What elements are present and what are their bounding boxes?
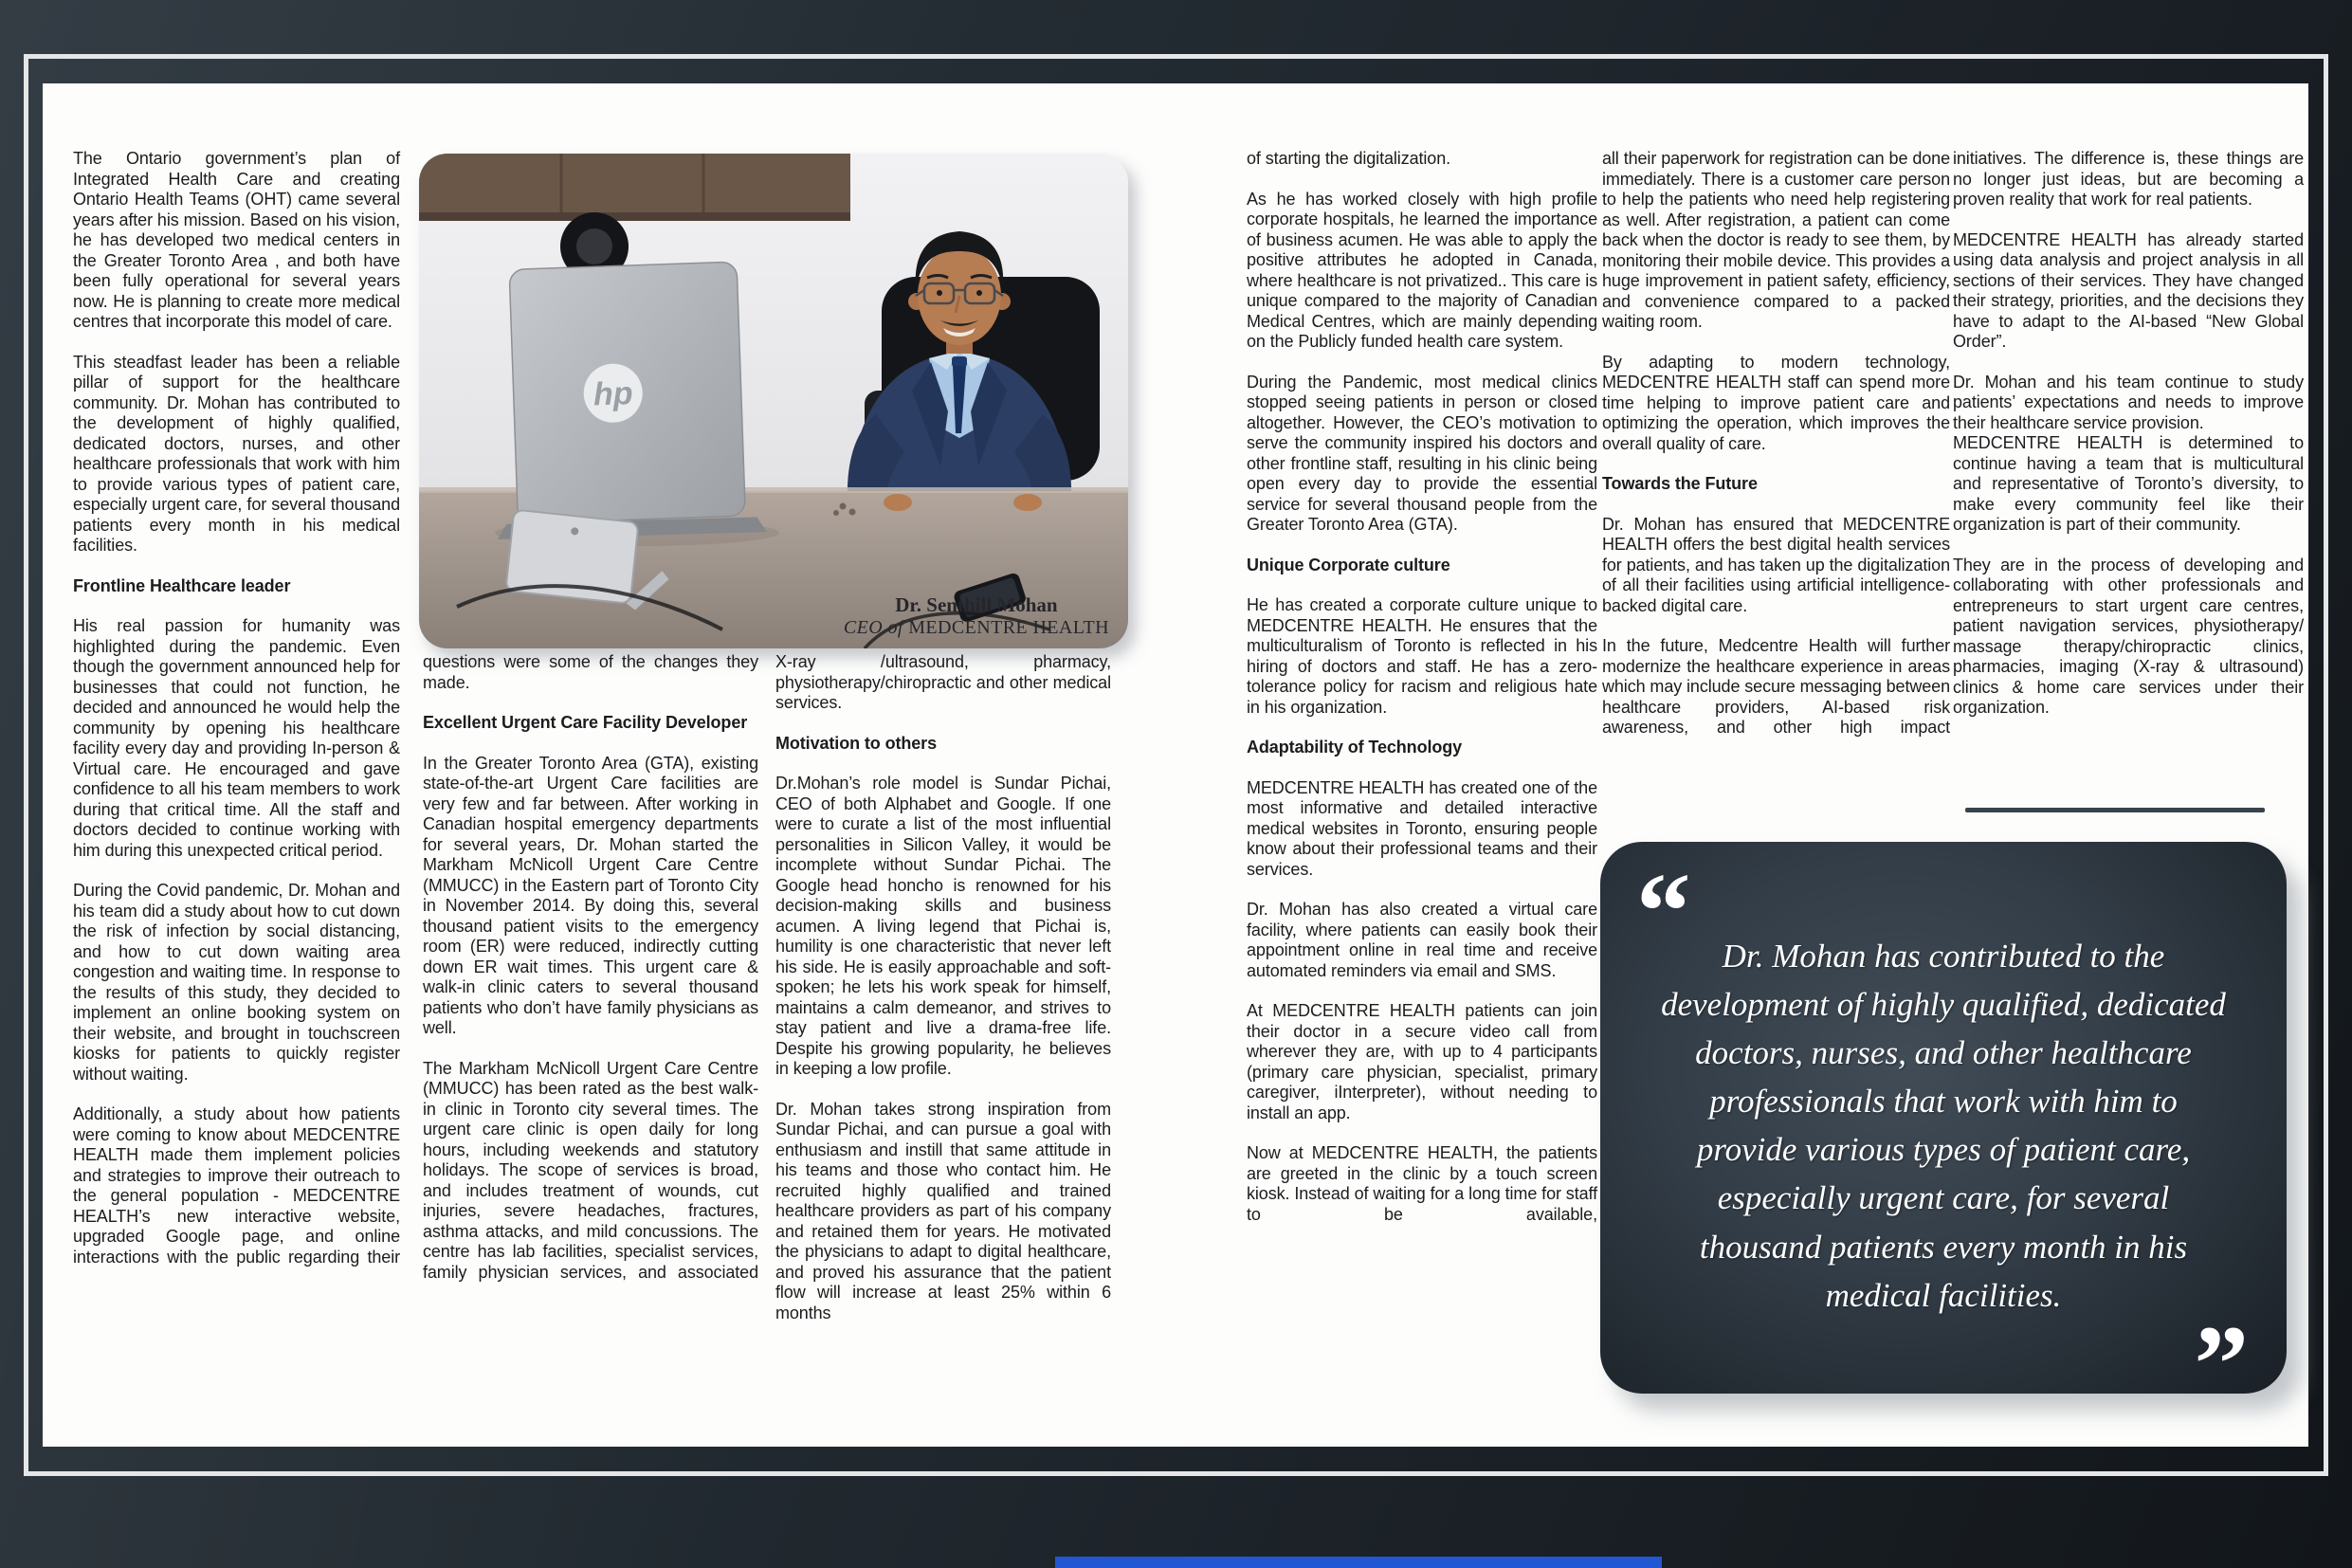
article-paragraph: X-ray /ultrasound, pharmacy, physiotherapy/chiropractic and other medical services. [775,652,1111,712]
article-paragraph: During the Pandemic, most medical clinics stopped seeing patients in person or closed altogether. However, the CEO’s motivation to serve the community inspired his doctors and other frontline staff, resulting in his clinic being open every day to provide the essential service for several thousand people from the Greater Toronto Area (GTA). [1247,372,1597,534]
article-paragraph: initiatives. The difference is, these things are no longer just ideas, but are becoming a proven reality that work for real patients. [1953,149,2304,209]
article-paragraph: He has created a corporate culture unique to MEDCENTRE HEALTH. He ensures that the multiculturalism of Toronto is reflected in his hiring of doctors and staff. He has a zero-tolerance policy for racism and religious hate in his organization. [1247,595,1597,717]
bottom-blue-bar [1055,1557,1662,1568]
article-column-4 [1247,149,1597,1225]
svg-text:hp: hp [593,374,634,413]
article-page [43,83,2308,1447]
photo-cabinet [419,154,850,221]
doctor-photo-illustration [419,154,1128,648]
section-heading: Excellent Urgent Care Facility Developer [423,713,748,732]
section-heading: Motivation to others [775,733,937,753]
article-paragraph: The Ontario government’s plan of Integrated Health Care and creating Ontario Health Teams (OHT) came several years after his mission. Based on his vision, he has developed two medical centers in the Greater Toronto Area , and both have been fully operational for several years now. He is planning to create more medical centres that incorporate this model of care. [73,149,400,331]
article-paragraph: Dr.Mohan’s role model is Sundar Pichai, CEO of both Alphabet and Google. If one were to curate a list of the most influential personalities in Silicon Valley, it would be incomplete without Sundar Pichai. The Google head honcho is renowned for his decision-making skills and business acumen. A living legend that Pichai is, humility is one characteristic that never left his side. He is easily approachable and soft-spoken; he lets his work speak for himself, maintains a calm demeanor, and strives to stay patient and live a drama-free life. Despite his growing popularity, he believes in keeping a low profile. [775,774,1111,1078]
article-paragraph: MEDCENTRE HEALTH has created one of the most informative and detailed interactive medical websites in Toronto, ensuring people know about their professional teams and their services. [1247,777,1597,879]
article-paragraph: Dr. Mohan has ensured that MEDCENTRE HEALTH offers the best digital health services for patients, and has taken up the digitalization of all their facilities using artificial intelligence-backed digital care. [1602,514,1950,615]
photo-caption [844,593,1109,639]
article-paragraph: all their paperwork for registration can be done immediately. There is a customer care person to help the patients who need help registering as well. After registration, a patient can come back when the doctor is ready to see them, by monitoring their mobile device. This provides a huge improvement in patient safety, efficiency, and convenience compared to a packed waiting room. [1602,149,1950,331]
article-paragraph: During the Covid pandemic, Dr. Mohan and his team did a study about how to cut down the risk of infection by social distancing, and how to cut down waiting area congestion and waiting time. In response to the results of this study, they decided to implement an online booking system on their website, and brought in touchscreen kiosks for patients to quickly register without waiting. [73,881,400,1084]
article-paragraph: The Markham McNicoll Urgent Care Centre (MMUCC) has been rated as the best walk-in clinic in Toronto city several times. The urgent care clinic is open daily for long hours, including weekends and statutory holidays. The scope of services is broad, and includes treatment of wounds, cut injuries, severe headaches, fractures, asthma attacks, and mild concussions. The centre has lab facilities, specialist services, family physician services, and associated [423,1058,758,1282]
article-column-5 [1602,149,1950,738]
section-heading: Frontline Healthcare leader [73,575,291,595]
section-heading: Towards the Future [1602,474,1758,493]
article-paragraph: At MEDCENTRE HEALTH patients can join their doctor in a secure video call from wherever they are, with up to 4 participants (primary care physician, specialist, primary caregiver, iInterpreter), without needing to install an app. [1247,1001,1597,1122]
close-quote-icon: ” [2194,1304,2249,1425]
article-column-6 [1953,149,2304,719]
article-paragraph: Dr. Mohan takes strong inspiration from Sundar Pichai, and can pursue a goal with enthusiasm and instill that same attitude in his teams and those who contact him. He recruited highly qualified and trained healthcare providers as part of his company and retained them for years. He motivated the physicians to adapt to digital healthcare, and proved his assurance that the patient flow will increase at least 25% within 6 months [775,1099,1111,1322]
photo-laptop [488,261,767,541]
article-paragraph: In the Greater Toronto Area (GTA), existing state-of-the-art Urgent Care facilities are very few and far between. After working in Canadian hospital emergency departments for several years, Dr. Mohan started the Markham McNicoll Urgent Care Centre (MMUCC) in the Eastern part of Toronto City in November 2014. By doing this, several thousand patient visits to the emergency room (ER) were reduced, indirectly cutting down ER wait times. This urgent care & walk-in clinic caters to several thousand patients who don’t have family physicians as well. [423,753,758,1037]
section-divider [1965,808,2265,812]
caption-role-prefix: CEO of [843,617,903,638]
article-paragraph: MEDCENTRE HEALTH is determined to continue having a team that is multicultural and representative of Toronto’s diversity, to make every community feel like their organization is part of their community. [1953,433,2304,534]
open-quote-icon: “ [1636,851,1691,972]
section-heading: Adaptability of Technology [1247,738,1463,757]
article-paragraph: Now at MEDCENTRE HEALTH, the patients are greeted in the clinic by a touch screen kiosk. Instead of waiting for a long time for staff to be available, [1247,1143,1597,1224]
article-paragraph: By adapting to modern technology, MEDCENTRE HEALTH staff can spend more time helping to improve patient care and optimizing the operation, which improves the overall quality of care. [1602,352,1950,453]
article-paragraph: Dr. Mohan and his team continue to study patients’ expectations and needs to improve their healthcare service provision. [1953,372,2304,432]
caption-name: Dr. Senthill Mohan [895,593,1058,616]
article-paragraph: MEDCENTRE HEALTH has already started using data analysis and project analysis in all sections of their services. They have changed their strategy, priorities, and the decisions they have to adapt to the AI-based “New Global Order”. [1953,229,2304,351]
article-paragraph: Dr. Mohan has also created a virtual care facility, where patients can easily book their appointment online in real time and receive automated reminders via email and SMS. [1247,900,1597,980]
doctor-photo [419,154,1128,648]
article-paragraph: They are in the process of developing and collaborating with other professionals and entrepreneurs to start urgent care centres, patient navigation services, physiotherapy/ massage therapy/chiropractic clinics, pharmacies, imaging (X-ray & ultrasound) clinics & home care services under their organization. [1953,555,2304,717]
article-paragraph: As he has worked closely with high profile corporate hospitals, he learned the importance of business acumen. He was able to apply the positive attributes he adopted in Canada, where healthcare is not privatized.. This care is unique compared to the majority of Canadian Medical Centres, which are mainly depending on the Publicly funded health care system. [1247,189,1597,351]
caption-organization: MEDCENTRE HEALTH [908,617,1109,638]
article-column-1 [73,149,400,1267]
caption-role [844,616,1109,639]
article-paragraph: His real passion for humanity was highlighted during the pandemic. Even though the government announced help for businesses that could not function, he decided and announced he would help the community by opening his healthcare facility every day and providing In-person & Virtual care. He encouraged and gave confidence to all his team members to work during that critical time. All the staff and doctors decided to continue working with him during this unexpected critical period. [73,616,400,860]
article-paragraph: questions were some of the changes they made. [423,652,758,692]
article-paragraph: of starting the digitalization. [1247,149,1451,168]
article-paragraph: This steadfast leader has been a reliable pillar of support for the healthcare community. Dr. Mohan has contributed to the development of highly qualified, dedicated doctors, nurses, and other healthcare professionals that work with him to provide various types of patient care, especially urgent care, for several thousand patients every month in his medical facilities. [73,352,400,555]
article-paragraph: In the future, Medcentre Health will further modernize the healthcare experience in areas which may include secure messaging between healthcare providers, AI-based risk awareness, and other high impact [1602,636,1950,737]
article-paragraph: Additionally, a study about how patients were coming to know about MEDCENTRE HEALTH made them implement policies and strategies to improve their outreach to the general population - MEDCENTRE HEALTH’s new interactive website, upgraded Google page, and online interactions with the public regarding their [73,1104,400,1267]
article-column-2 [423,652,758,1283]
section-heading: Unique Corporate culture [1247,555,1450,574]
pull-quote-text: Dr. Mohan has contributed to the development of highly qualified, dedicated doctors, nurses, and other healthcare professionals that work with him to provide various types of patient care, especially urgent care, for several thousand patients every month in his medical facilities. [1661,938,2226,1314]
pull-quote-box [1600,842,2287,1425]
article-column-3 [775,652,1111,1323]
